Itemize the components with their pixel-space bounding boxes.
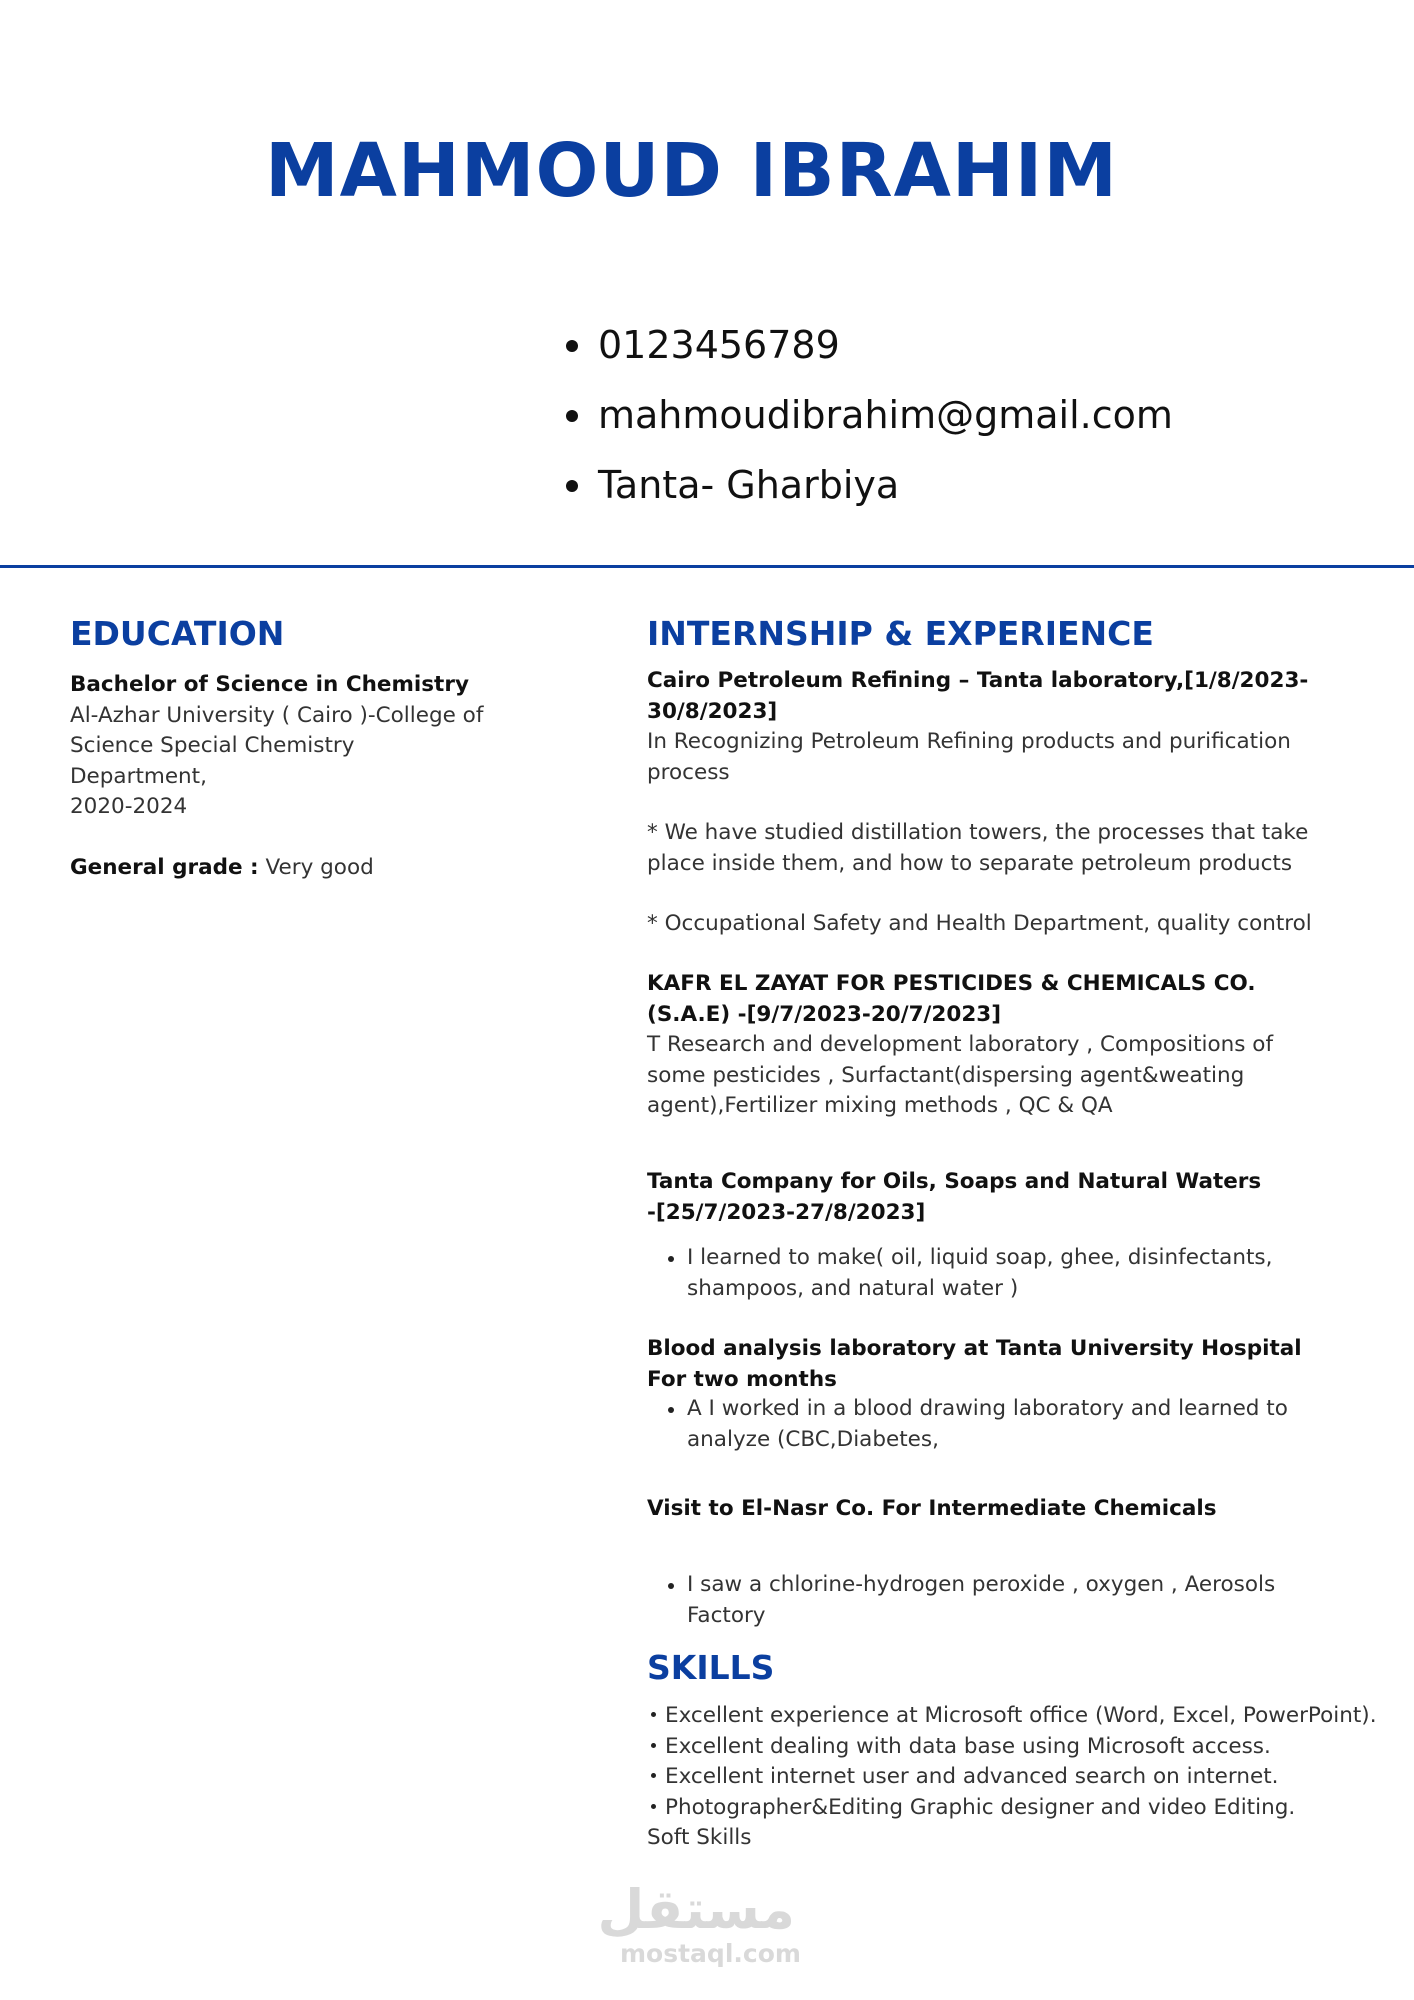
watermark-latin: mostaql.com	[620, 1939, 801, 1968]
exp-kafr-desc: T Research and development laboratory , Compositions of some pesticides , Surfactant(dispersing agent&weating agent),Fertilizer mixing methods , QC & QA	[647, 1032, 1274, 1118]
grade-value: Very good	[258, 854, 374, 880]
bullet-icon	[651, 1773, 656, 1778]
skill-item: Excellent internet user and advanced search on internet.	[647, 1762, 1377, 1793]
skills-list	[647, 1701, 1377, 1854]
exp-blood-heading: Blood analysis laboratory at Tanta University Hospital For two months	[647, 1336, 1302, 1392]
header-divider	[0, 565, 1414, 568]
exp-blood-bullet: A I worked in a blood drawing laboratory and learned to analyze (CBC,Diabetes,	[647, 1394, 1288, 1455]
experience-title: INTERNSHIP & EXPERIENCE	[647, 614, 1154, 653]
watermark-arabic: مستقل	[597, 1878, 795, 1941]
education-section	[70, 612, 490, 883]
exp-cairo-desc: In Recognizing Petroleum Refining products and purification process	[647, 729, 1291, 785]
exp-blood-list	[647, 1394, 1288, 1455]
education-grade	[70, 853, 490, 884]
exp-cairo-note-1: * We have studied distillation towers, the processes that take place inside them, and how to separate petroleum products	[647, 820, 1309, 876]
exp-nasr-heading: Visit to El-Nasr Co. For Intermediate Chemicals	[647, 1496, 1217, 1521]
contact-phone: 0123456789	[566, 310, 1173, 380]
exp-nasr-list	[647, 1570, 1275, 1631]
exp-nasr-bullet: I saw a chlorine-hydrogen peroxide , oxygen , Aerosols Factory	[647, 1570, 1275, 1631]
education-details: Al-Azhar University ( Cairo )-College of Science Special Chemistry Department, 2020-2024	[70, 702, 484, 819]
mostaql-watermark	[597, 1878, 801, 1968]
contact-email: mahmoudibrahim@gmail.com	[566, 380, 1173, 450]
soft-skills-label: Soft Skills	[647, 1825, 752, 1850]
exp-kafr-heading: KAFR EL ZAYAT FOR PESTICIDES & CHEMICALS CO. (S.A.E) -[9/7/2023-20/7/2023]	[647, 971, 1256, 1027]
skill-item: Excellent experience at Microsoft office (Word, Excel, PowerPoint).	[647, 1701, 1377, 1732]
education-title: EDUCATION	[70, 614, 285, 653]
bullet-icon	[651, 1743, 656, 1748]
skill-item: Excellent dealing with data base using Microsoft access.	[647, 1732, 1377, 1763]
skill-item: Photographer&Editing Graphic designer and video Editing.	[647, 1793, 1377, 1824]
bullet-icon	[651, 1804, 656, 1809]
contact-location: Tanta- Gharbiya	[566, 450, 1173, 520]
grade-label: General grade :	[70, 854, 259, 880]
exp-tanta-bullet: I learned to make( oil, liquid soap, ghee, disinfectants, shampoos, and natural water )	[647, 1243, 1272, 1304]
contact-list	[566, 310, 1173, 520]
exp-tanta-heading: Tanta Company for Oils, Soaps and Natural Waters -[25/7/2023-27/8/2023]	[647, 1169, 1262, 1225]
exp-cairo-note-2: * Occupational Safety and Health Department, quality control	[647, 911, 1312, 936]
exp-tanta-list	[647, 1243, 1272, 1304]
skills-title: SKILLS	[647, 1648, 775, 1687]
education-degree: Bachelor of Science in Chemistry	[70, 672, 469, 697]
bullet-icon	[651, 1712, 656, 1717]
candidate-name: MAHMOUD IBRAHIM	[265, 128, 1118, 214]
exp-cairo-heading: Cairo Petroleum Refining – Tanta laboratory,[1/8/2023- 30/8/2023]	[647, 668, 1309, 724]
